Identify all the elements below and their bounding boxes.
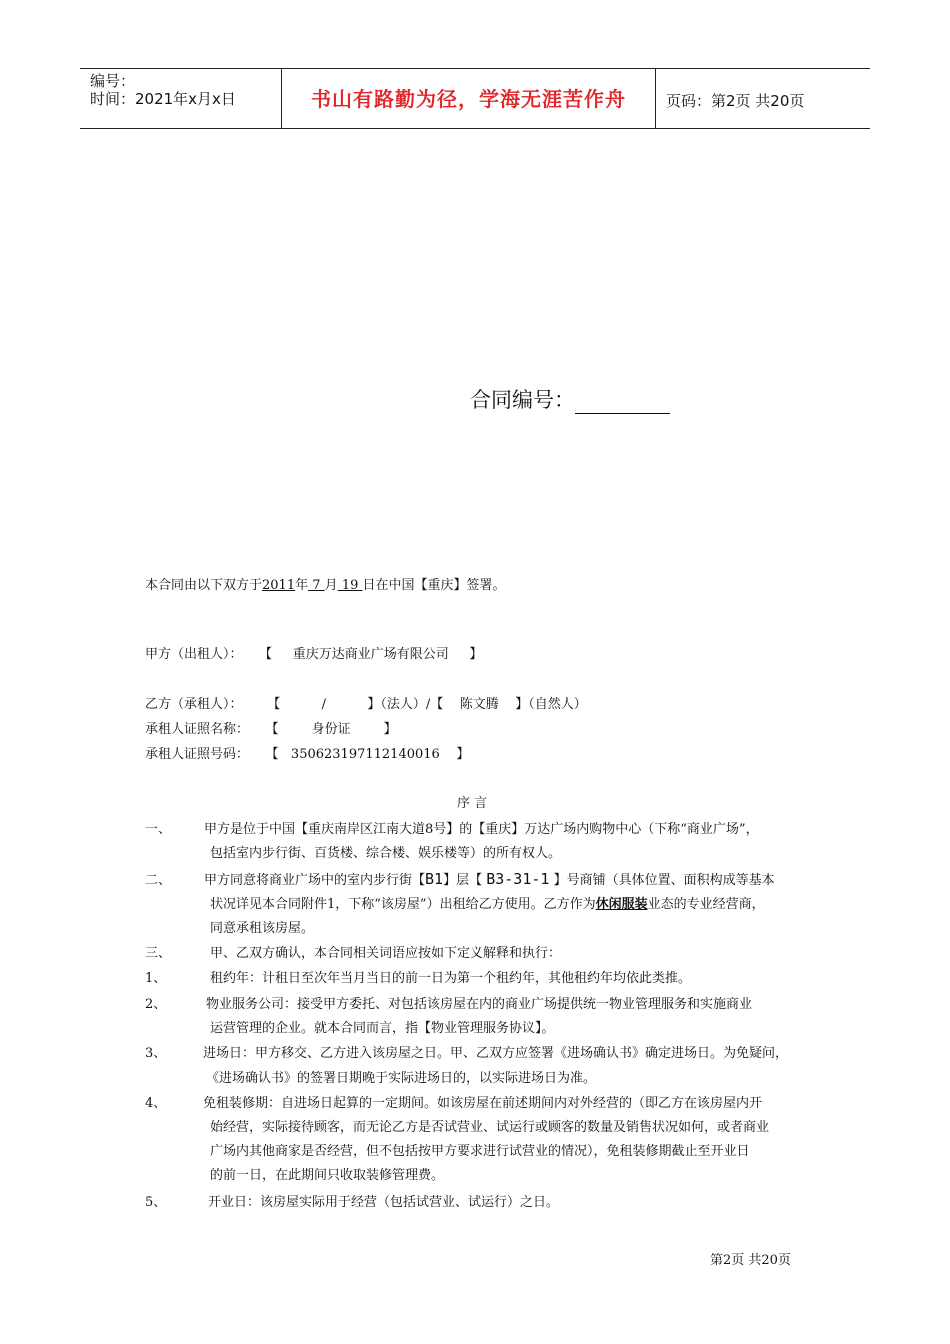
clause-2-line-2 (210, 896, 765, 914)
header-page-label: 页码：第2页 共20页 (666, 92, 805, 110)
clause-2-text-d: 状况详见本合同附件1，下称“该房屋”）出租给乙方使用。乙方作为 (210, 897, 596, 912)
clause-2-business-type: 休闲服装 (595, 897, 648, 912)
definition-1-line-1: 租约年：计租日至次年当月当日的前一日为第一个租约年，其他租约年均依此类推。 (210, 971, 692, 986)
clause-2-line-1 (204, 870, 775, 890)
signing-year-unit: 年 (295, 578, 309, 593)
header-divider-right (655, 68, 656, 129)
clause-1-line-1: 甲方是位于中国【重庆南岸区江南大道8号】的【重庆】万达广场内购物中心（下称“商业广场”， (204, 822, 759, 837)
signing-year: 2011 (262, 578, 296, 593)
definition-2-line-2: 运营管理的企业。就本合同而言，指【物业管理服务协议】。 (210, 1021, 555, 1036)
signing-line (145, 577, 506, 595)
definition-4-line-2: 始经营，实际接待顾客，而无论乙方是否试营业、试运行或顾客的数量及销售状况如何，或者商业 (210, 1120, 770, 1135)
definition-4-number: 4、 (145, 1096, 167, 1111)
definition-2-number: 2、 (145, 997, 167, 1012)
definition-3-number: 3、 (145, 1046, 167, 1061)
clause-2-text-c: 】号商铺（具体位置、面积构成等基本 (549, 873, 775, 888)
clause-2-number: 二、 (145, 873, 172, 888)
clause-2-text-a: 甲方同意将商业广场中的室内步行街【 (204, 873, 426, 888)
header-bottom-rule (80, 128, 870, 129)
party-a: 甲方（出租人）： 【 重庆万达商业广场有限公司 】 (145, 647, 483, 662)
clause-3-number: 三、 (145, 946, 172, 961)
id-number: 承租人证照号码： 【 350623197112140016 】 (145, 747, 470, 762)
signing-month: 7 (308, 578, 325, 593)
header-number-label: 编号： (90, 72, 136, 90)
id-name: 承租人证照名称： 【 身份证 】 (145, 722, 397, 737)
clause-1-line-2: 包括室内步行街、百货楼、综合楼、娱乐楼等）的所有权人。 (210, 846, 562, 861)
contract-number (470, 384, 670, 414)
preface-title: 序 言 (457, 796, 488, 811)
signing-prefix: 本合同由以下双方于 (145, 578, 263, 593)
party-b: 乙方（承租人）： 【 / 】（法人）/【 陈文腾 】（自然人） (145, 697, 587, 712)
definition-1-number: 1、 (145, 971, 167, 986)
clause-3-line-1: 甲、乙双方确认，本合同相关词语应按如下定义解释和执行： (210, 946, 562, 961)
definition-4-line-3: 广场内其他商家是否经营，但不包括按甲方要求进行试营业的情况），免租装修期截止至开业日 (210, 1144, 750, 1159)
definition-5-number: 5、 (145, 1195, 167, 1210)
page-footer: 第2页 共20页 (710, 1253, 791, 1268)
definition-4-line-1: 免租装修期：自进场日起算的一定期间。如该房屋在前述期间内对外经营的（即乙方在该房屋内开 (203, 1096, 763, 1111)
signing-suffix: 日在中国【重庆】签署。 (362, 578, 506, 593)
definition-4-line-4: 的前一日，在此期间只收取装修管理费。 (210, 1168, 445, 1183)
header-time-label: 时间：2021年x月x日 (90, 90, 236, 108)
contract-number-label: 合同编号： (470, 388, 575, 412)
header-motto: 书山有路勤为径，学海无涯苦作舟 (311, 87, 626, 111)
clause-1-number: 一、 (145, 822, 172, 837)
definition-3-line-1: 进场日：甲方移交、乙方进入该房屋之日。甲、乙双方应签署《进场确认书》确定进场日。为免疑问， (203, 1046, 789, 1061)
contract-number-blank (575, 391, 670, 414)
clause-2-unit: B3-31-1 (486, 870, 550, 888)
clause-2-line-3: 同意承租该房屋。 (210, 921, 315, 936)
clause-2-text-e: 业态的专业经营商， (647, 897, 765, 912)
signing-day: 19 (337, 578, 363, 593)
definition-5-line-1: 开业日：该房屋实际用于经营（包括试营业、试运行）之日。 (208, 1195, 560, 1210)
definition-2-line-1: 物业服务公司：接受甲方委托、对包括该房屋在内的商业广场提供统一物业管理服务和实施商业 (206, 997, 753, 1012)
signing-month-unit: 月 (324, 578, 338, 593)
header-top-rule (80, 68, 870, 69)
clause-2-floor: B1 (425, 870, 444, 888)
clause-2-text-b: 】层【 (443, 873, 487, 888)
definition-3-line-2: 《进场确认书》的签署日期晚于实际进场日的，以实际进场日为准。 (206, 1071, 597, 1086)
